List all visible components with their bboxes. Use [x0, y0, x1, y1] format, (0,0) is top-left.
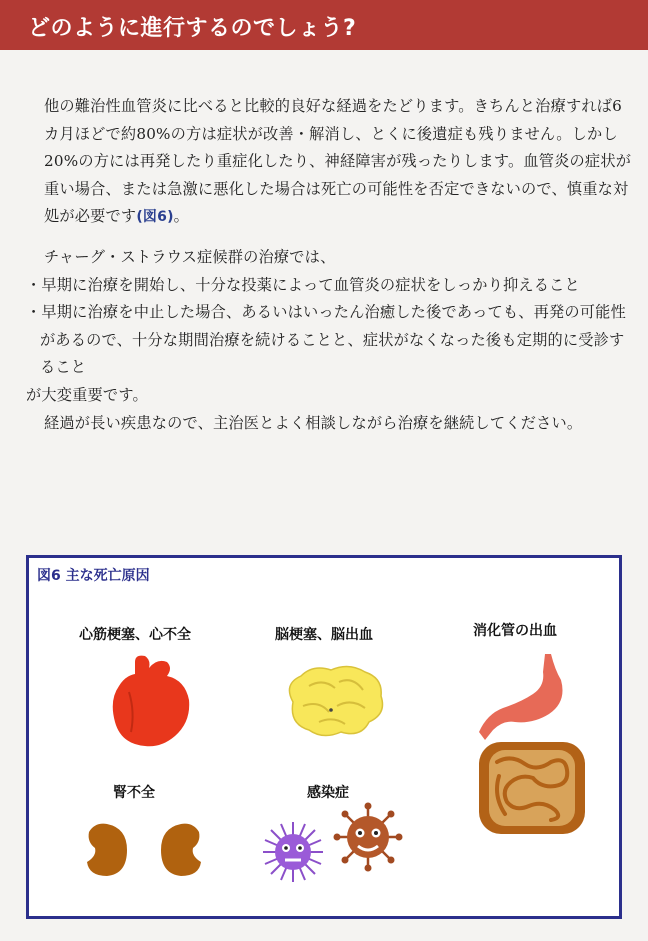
- cause-label-brain: 脳梗塞、脳出血: [275, 627, 373, 643]
- figure-6-box: [26, 555, 622, 919]
- treatment-bullet-1: ・早期に治療を開始し、十分な投薬によって血管炎の症状をしっかり抑えること: [26, 275, 580, 294]
- figure-reference: (図6): [136, 209, 174, 226]
- virus-purple-icon: [261, 820, 325, 884]
- treatment-conclusion: が大変重要です。: [26, 385, 148, 404]
- figure-title: 図6 主な死亡原因: [37, 568, 150, 584]
- kidney-left-icon: [83, 822, 129, 878]
- page-header: [0, 0, 648, 50]
- virus-brown-icon: [333, 802, 403, 872]
- brain-icon: [279, 662, 389, 742]
- paragraph-prognosis-text: 他の難治性血管炎に比べると比較的良好な経過をたどります。きちんと治療すれば6カ月ほどで約80%の方は症状が改善・解消し、とくに後遺症も残りません。しかし20%の方には再発したり重症化したり、神経障害が残ったりします。血管炎の症状が重い場合、または急激に悪化した場合は死亡の可能性を否定できないので、慎重な対処が必要です: [44, 97, 632, 226]
- kidney-right-icon: [159, 822, 205, 878]
- digestive-tract-icon: [471, 650, 593, 842]
- cause-label-infection: 感染症: [307, 785, 349, 801]
- cause-label-digestive: 消化管の出血: [473, 623, 557, 639]
- cause-label-kidney: 腎不全: [113, 785, 155, 801]
- paragraph-prognosis-end: 。: [173, 207, 190, 226]
- treatment-intro: チャーグ・ストラウス症候群の治療では、: [44, 247, 336, 266]
- page-title: どのように進行するのでしょう?: [28, 16, 357, 41]
- paragraph-prognosis: [26, 93, 632, 232]
- treatment-bullet-2: ・早期に治療を中止した場合、あるいはいったん治癒した後であっても、再発の可能性があるので、十分な期間治療を続けることと、症状がなくなった後も定期的に受診すること: [26, 303, 626, 377]
- body-text: [26, 93, 632, 437]
- paragraph-advice: 経過が長い疾患なので、主治医とよく相談しながら治療を継続してください。: [44, 413, 583, 432]
- heart-icon: [105, 652, 197, 752]
- cause-label-heart: 心筋梗塞、心不全: [79, 627, 191, 643]
